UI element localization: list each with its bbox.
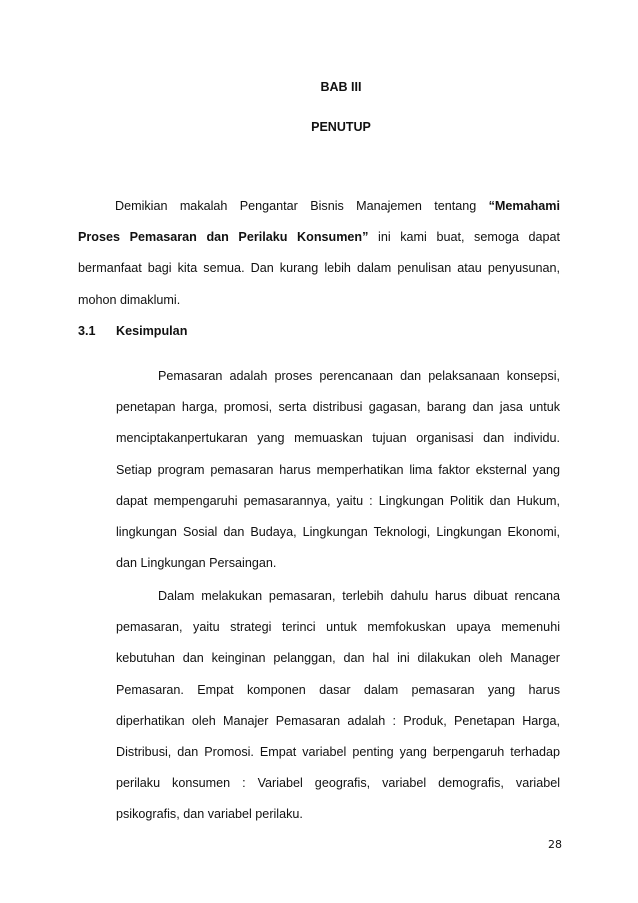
kesimpulan-paragraph-1 [116, 361, 560, 579]
paragraph-line: menciptakanpertukaran yang memuaskan tujuan organisasi dan individu. [116, 431, 560, 446]
section-number: 3.1 [78, 324, 96, 338]
paragraph-line: psikografis, dan variabel perilaku. [116, 807, 303, 822]
paragraph-line: penetapan harga, promosi, serta distribusi gagasan, barang dan jasa untuk [116, 400, 560, 415]
intro-line-4: mohon dimaklumi. [78, 292, 181, 307]
paragraph-line: Setiap program pemasaran harus memperhatikan lima faktor eksternal yang [116, 462, 560, 477]
paragraph-line: kebutuhan dan keinginan pelanggan, dan hal ini dilakukan oleh Manager [116, 651, 560, 666]
page-number: 28 [548, 838, 562, 851]
paragraph-line: dapat mempengaruhi pemasarannya, yaitu : Lingkungan Politik dan Hukum, [116, 493, 560, 508]
paragraph-line: perilaku konsumen : Variabel geografis, variabel demografis, variabel [116, 776, 560, 791]
paragraph-line: Pemasaran. Empat komponen dasar dalam pemasaran yang harus [116, 682, 560, 697]
kesimpulan-paragraph-2 [116, 581, 560, 831]
paragraph-line: lingkungan Sosial dan Budaya, Lingkungan Teknologi, Lingkungan Ekonomi, [116, 524, 560, 539]
paragraph-line: Distribusi, dan Promosi. Empat variabel penting yang berpengaruh terhadap [116, 744, 560, 759]
paragraph-line: diperhatikan oleh Manajer Pemasaran adalah : Produk, Penetapan Harga, [116, 713, 560, 728]
paragraph-line: Pemasaran adalah proses perencanaan dan pelaksanaan konsepsi, [158, 369, 560, 383]
paragraph-line: dan Lingkungan Persaingan. [116, 556, 277, 571]
section-title: Kesimpulan [116, 324, 188, 338]
intro-line-3: bermanfaat bagi kita semua. Dan kurang lebih dalam penulisan atau penyusunan, [78, 261, 560, 276]
intro-line-2: Proses Pemasaran dan Perilaku Konsumen” ini kami buat, semoga dapat [78, 230, 560, 245]
intro-paragraph [78, 191, 560, 316]
chapter-title: PENUTUP [311, 120, 371, 134]
chapter-label: BAB III [320, 80, 362, 94]
intro-line-1: Demikian makalah Pengantar Bisnis Manajemen tentang “Memahami [115, 199, 560, 213]
paragraph-line: pemasaran, yaitu strategi terinci untuk memfokuskan upaya memenuhi [116, 620, 560, 635]
paragraph-line: Dalam melakukan pemasaran, terlebih dahulu harus dibuat rencana [158, 589, 560, 603]
